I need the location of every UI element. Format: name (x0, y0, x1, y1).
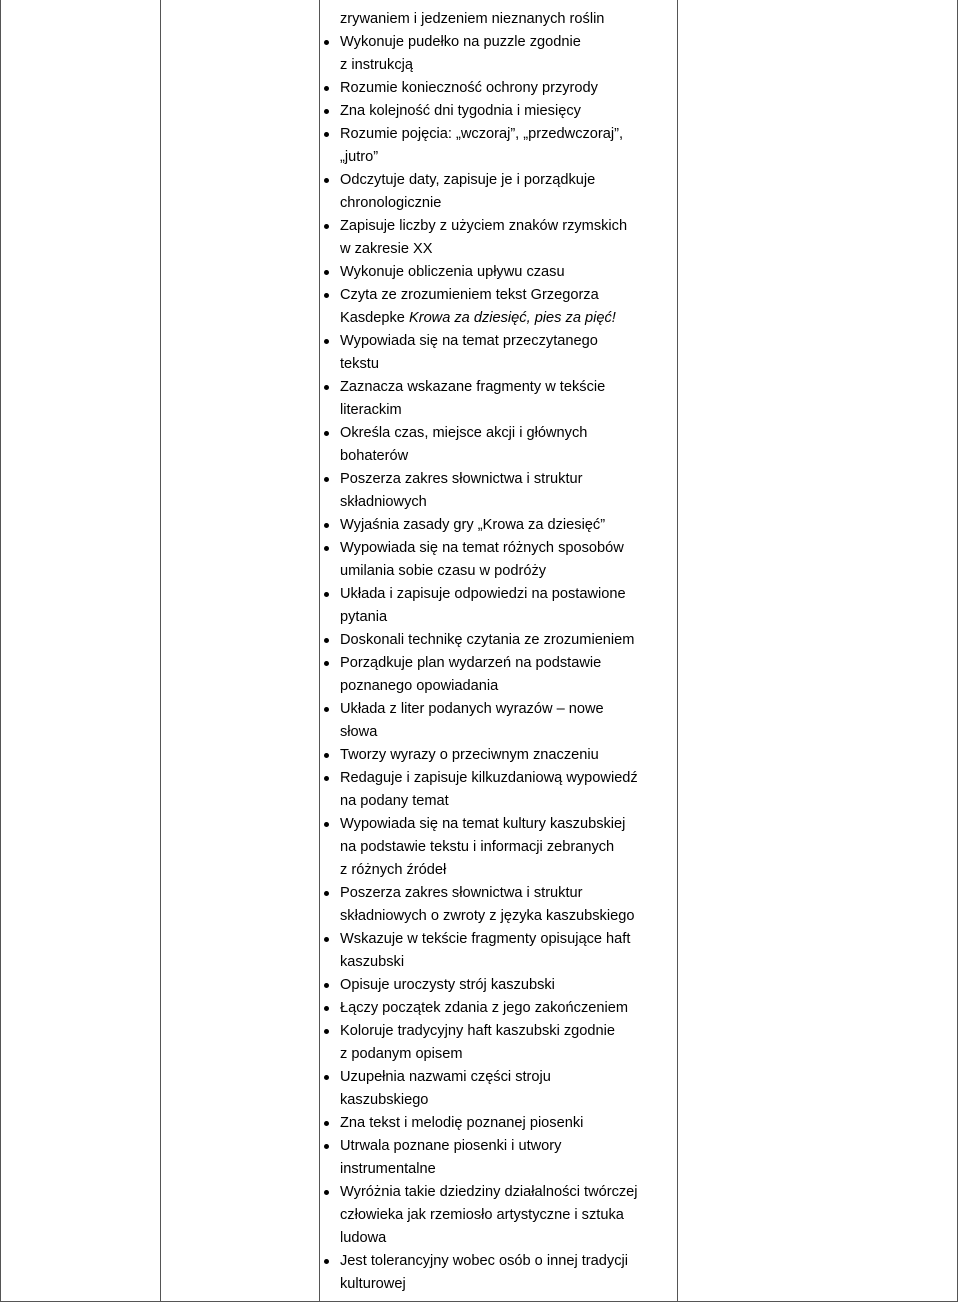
list-item-line: w zakresie XX (340, 241, 433, 257)
book-title: Krowa za dziesięć, pies za pięć! (408, 310, 616, 326)
list-item (340, 123, 670, 169)
list-item (340, 997, 670, 1020)
list-item-line: instrumentalne (340, 1161, 436, 1177)
list-item-line: Poszerza zakres słownictwa i struktur (340, 885, 583, 901)
list-item (340, 583, 670, 629)
list-item-line: tekstu (340, 356, 379, 372)
list-item-line: Układa z liter podanych wyrazów – nowe (340, 701, 604, 717)
list-item-line: Wykonuje pudełko na puzzle zgodnie (340, 34, 581, 50)
list-item-line: Wypowiada się na temat przeczytanego (340, 333, 598, 349)
table-border-right (957, 0, 958, 1301)
list-item-line: kaszubskiego (340, 1092, 429, 1108)
list-item-line (340, 307, 670, 330)
list-item-line: kulturowej (340, 1276, 406, 1292)
list-item-line: Uzupełnia nazwami części stroju (340, 1069, 551, 1085)
list-item-line: Zna tekst i melodię poznanej piosenki (340, 1115, 584, 1131)
table-border-column-3 (677, 0, 678, 1301)
list-item (340, 284, 670, 330)
list-item (340, 468, 670, 514)
list-item-line: Łączy początek zdania z jego zakończeniem (340, 1000, 628, 1016)
list-item (340, 261, 670, 284)
list-item-line: słowa (340, 724, 378, 740)
list-item (340, 767, 670, 813)
list-item (340, 652, 670, 698)
list-item-line: chronologicznie (340, 195, 442, 211)
list-item (340, 376, 670, 422)
list-item (340, 422, 670, 468)
list-item (340, 1135, 670, 1181)
table-border-bottom (0, 1301, 958, 1302)
list-item (340, 974, 670, 997)
list-item (340, 928, 670, 974)
list-item (340, 100, 670, 123)
list-item-line: Koloruje tradycyjny haft kaszubski zgodnie (340, 1023, 615, 1039)
table-border-left (0, 0, 1, 1301)
list-item-line: bohaterów (340, 448, 409, 464)
table-border-column-1 (160, 0, 161, 1301)
list-item-line: Redaguje i zapisuje kilkuzdaniową wypowiedź (340, 770, 638, 786)
list-item-line: Wypowiada się na temat różnych sposobów (340, 540, 624, 556)
list-item-line: pytania (340, 609, 388, 625)
list-item-line: Zapisuje liczby z użyciem znaków rzymskich (340, 218, 628, 234)
list-item (340, 31, 670, 77)
list-item-line: ludowa (340, 1230, 387, 1246)
list-item (340, 537, 670, 583)
list-item-line: Wypowiada się na temat kultury kaszubskiej (340, 816, 626, 832)
list-item-line: Jest tolerancyjny wobec osób o innej tradycji (340, 1253, 628, 1269)
list-item (340, 169, 670, 215)
list-item (340, 330, 670, 376)
list-item-line: Porządkuje plan wydarzeń na podstawie (340, 655, 602, 671)
list-item (340, 629, 670, 652)
list-item (340, 744, 670, 767)
list-item (340, 1066, 670, 1112)
learning-outcomes-cell (340, 8, 670, 1296)
list-item-line: kaszubski (340, 954, 405, 970)
list-item-line: Wskazuje w tekście fragmenty opisujące haft (340, 931, 631, 947)
list-item-line: Rozumie pojęcia: „wczoraj”, „przedwczoraj”, (340, 126, 624, 142)
list-item-line: Utrwala poznane piosenki i utwory (340, 1138, 562, 1154)
list-item (340, 1112, 670, 1135)
list-item-line: literackim (340, 402, 402, 418)
list-item (340, 813, 670, 882)
list-item (340, 1020, 670, 1066)
continuation-line: zrywaniem i jedzeniem nieznanych roślin (340, 11, 605, 27)
list-item (340, 215, 670, 261)
list-item (340, 1250, 670, 1296)
list-item-line: „jutro” (340, 149, 379, 165)
list-item-line: składniowych o zwroty z języka kaszubskiego (340, 908, 635, 924)
list-item-line: Wykonuje obliczenia upływu czasu (340, 264, 565, 280)
list-item (340, 882, 670, 928)
list-item-line: na podany temat (340, 793, 449, 809)
list-item-line: Określa czas, miejsce akcji i głównych (340, 425, 588, 441)
list-item (340, 1181, 670, 1250)
list-item-line: Wyjaśnia zasady gry „Krowa za dziesięć” (340, 517, 606, 533)
list-item-line: Rozumie konieczność ochrony przyrody (340, 80, 598, 96)
list-item-line: Odczytuje daty, zapisuje je i porządkuje (340, 172, 596, 188)
list-item-line: Poszerza zakres słownictwa i struktur (340, 471, 583, 487)
list-item-line: Opisuje uroczysty strój kaszubski (340, 977, 555, 993)
list-item-line: Tworzy wyrazy o przeciwnym znaczeniu (340, 747, 599, 763)
list-item-line: Wyróżnia takie dziedziny działalności twórczej (340, 1184, 638, 1200)
list-item-line: Układa i zapisuje odpowiedzi na postawione (340, 586, 626, 602)
list-item-line: Zna kolejność dni tygodnia i miesięcy (340, 103, 581, 119)
list-item-line: Czyta ze zrozumieniem tekst Grzegorza (340, 287, 599, 303)
list-item (340, 77, 670, 100)
learning-outcomes-list (340, 31, 670, 1296)
list-item-line: z podanym opisem (340, 1046, 463, 1062)
list-item-line: człowieka jak rzemiosło artystyczne i sztuka (340, 1207, 624, 1223)
list-item-line: poznanego opowiadania (340, 678, 499, 694)
list-item-line: z instrukcją (340, 57, 413, 73)
list-item-line: Zaznacza wskazane fragmenty w tekście (340, 379, 606, 395)
list-item-line: umilania sobie czasu w podróży (340, 563, 547, 579)
list-item-line: na podstawie tekstu i informacji zebranych (340, 839, 615, 855)
list-item-line: z różnych źródeł (340, 862, 447, 878)
list-item-line: składniowych (340, 494, 427, 510)
table-border-column-2 (319, 0, 320, 1301)
list-item (340, 514, 670, 537)
list-item (340, 698, 670, 744)
author-surname: Kasdepke (340, 310, 409, 326)
list-item-line: Doskonali technikę czytania ze zrozumieniem (340, 632, 635, 648)
